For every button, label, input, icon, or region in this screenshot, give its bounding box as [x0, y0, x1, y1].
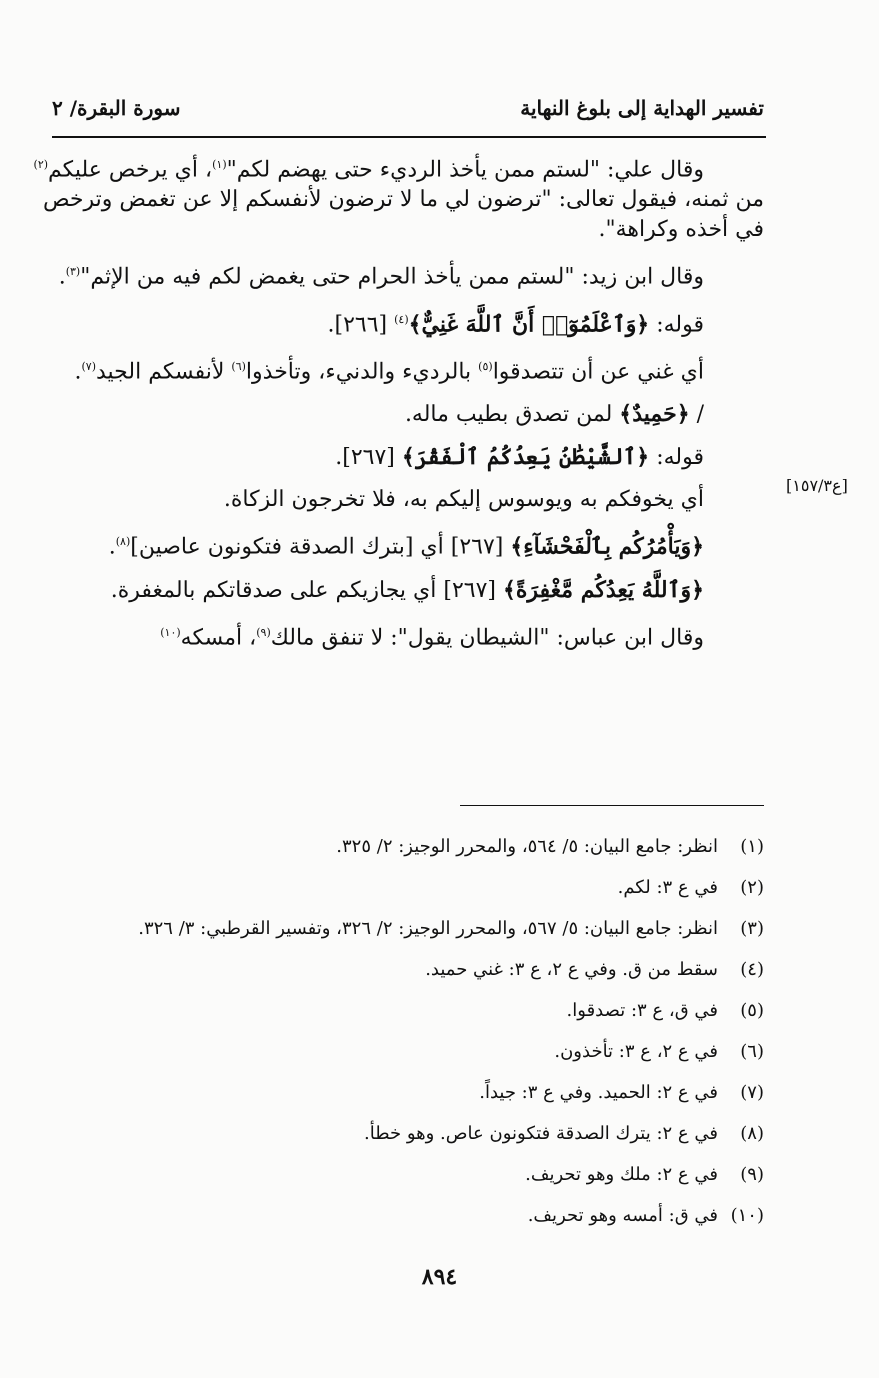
paragraph-ayah-267: [52, 442, 764, 473]
footnote-text: في ع ٢: يترك الصدقة فتكونون عاص. وهو خطأ.: [364, 1123, 718, 1144]
quran-verse: ﴿ٱلشَّيْطَٰنُ يَعِدُكُمُ ٱلْفَقْرَ﴾: [401, 444, 650, 471]
footnote-item: [52, 908, 764, 949]
paragraph-ibn-abbas: [52, 618, 764, 653]
quran-verse: ﴿وَيَأْمُرُكُم بِٱلْفَحْشَآءِ﴾: [510, 533, 704, 560]
footnote-item: [52, 867, 764, 908]
footnote-text: انظر: جامع البيان: ٥/ ٥٦٧، والمحرر الوجيز: ٢/ ٣٢٦، وتفسير القرطبي: ٣/ ٣٢٦.: [138, 918, 718, 939]
footnote-number: (٧): [740, 1082, 764, 1103]
surah-title: سورة البقرة/ ٢: [52, 96, 181, 120]
footnote-number: (٢): [740, 877, 764, 898]
text-line: وقال علي: "لستم ممن يأخذ الرديء حتى يهضم لكم"$^{(١)}$، أي يرخص عليكم$^{(٢)}$: [33, 157, 704, 183]
running-header: [52, 96, 764, 136]
footnote-item: [52, 826, 764, 867]
text-line: / ﴿حَمِيدٌ﴾ لمن تصدق بطيب ماله.: [404, 401, 704, 428]
text-line: من ثمنه، فيقول تعالى: "ترضون لي ما لا ترضون لأنفسكم إلا عن تغمض وترخص: [42, 187, 764, 213]
text-line: ﴿وَٱللَّهُ يَعِدُكُم مَّغْفِرَةً﴾ [٢٦٧] أي يجازيكم على صدقاتكم بالمغفرة.: [110, 576, 704, 603]
footnote-text: سقط من ق. وفي ع ٢، ع ٣: غني حميد.: [425, 959, 718, 980]
text-line: أي غني عن أن تتصدقوا$^{(٥)}$ بالرديء والدنيء، وتأخذوا$^{(٦)}$ لأنفسكم الجيد$^{(٧)}$.: [74, 359, 704, 385]
footnote-number: (٩): [740, 1164, 764, 1185]
footnote-number: (٨): [740, 1123, 764, 1144]
footnote-text: في ع ٢: الحميد. وفي ع ٣: جيداً.: [479, 1082, 718, 1103]
footnote-ref: (٢): [33, 158, 49, 171]
footnote-number: (٣): [740, 918, 764, 939]
footnote-item: [52, 1031, 764, 1072]
footnote-number: (٤): [740, 959, 764, 980]
footnote-item: [52, 990, 764, 1031]
footnote-text: في ق: أمسه وهو تحريف.: [527, 1205, 718, 1226]
footnote-item: [52, 1195, 764, 1236]
footnote-item: [52, 1072, 764, 1113]
paragraph-ghani: [52, 352, 764, 387]
footnote-text: في ع ٣: لكم.: [617, 877, 718, 898]
text-line: وقال ابن عباس: "الشيطان يقول": لا تنفق مالك$^{(٩)}$، أمسكه$^{(١٠)}$: [160, 624, 704, 650]
footnote-ref: (٧): [81, 359, 96, 373]
footnote-item: [52, 1113, 764, 1154]
text-line: أي يخوفكم به ويوسوس إليكم به، فلا تخرجون الزكاة.: [223, 487, 704, 513]
footnote-ref: (٨): [115, 535, 131, 549]
text-line: قوله: ﴿ٱلشَّيْطَٰنُ يَعِدُكُمُ ٱلْفَقْرَ﴾ [٢٦٧].: [335, 444, 704, 471]
footnote-ref: (١): [212, 158, 227, 171]
main-text: [33, 150, 764, 665]
footnote-number: (٦): [740, 1041, 764, 1062]
quran-verse: ﴿وَٱللَّهُ يَعِدُكُم مَّغْفِرَةً﴾: [503, 576, 704, 603]
paragraph-khawf: [52, 485, 764, 515]
paragraph-maghfira: [52, 575, 764, 606]
paragraph-hamid: [52, 399, 764, 430]
text-line: ﴿وَيَأْمُرُكُم بِٱلْفَحْشَآءِ﴾ [٢٦٧] أي [بترك الصدقة فتكونون عاصين]$^{(٨)}$.: [108, 533, 704, 560]
page-number: ٨٩٤: [421, 1264, 458, 1290]
footnote-text: في ع ٢: ملك وهو تحريف.: [525, 1164, 718, 1185]
quran-verse: ﴿حَمِيدٌ﴾: [619, 401, 690, 428]
footnote-ref: (٩): [256, 625, 271, 639]
footnote-ref: (١٠): [160, 625, 181, 639]
paragraph-ibn-zayd: [52, 257, 764, 292]
text-line: قوله: ﴿وَٱعْلَمُوٓا۟ أَنَّ ٱللَّهَ غَنِيٌّ﴾$^{(٤)}$ [٢٦٦].: [327, 310, 704, 337]
footnote-ref: (٥): [478, 359, 493, 373]
footnote-separator: [460, 805, 764, 806]
book-title: تفسير الهداية إلى بلوغ النهاية: [520, 96, 764, 120]
footnote-ref: (٤): [394, 312, 409, 326]
manuscript-margin-reference: [ع١٥٧/٣]: [786, 476, 848, 495]
footnote-number: (١٠): [730, 1205, 764, 1226]
footnote-text: في ع ٢، ع ٣: تأخذون.: [554, 1041, 718, 1062]
footnote-number: (٥): [740, 1000, 764, 1021]
quran-verse: ﴿وَٱعْلَمُوٓا۟ أَنَّ ٱللَّهَ غَنِيٌّ﴾: [408, 310, 650, 337]
footnote-ref: (٣): [65, 265, 81, 279]
footnote-text: انظر: جامع البيان: ٥/ ٥٦٤، والمحرر الوجيز: ٢/ ٣٢٥.: [336, 836, 718, 857]
footnote-ref: (٦): [231, 359, 246, 373]
footnote-item: [52, 1154, 764, 1195]
paragraph-ayah-266: [52, 305, 764, 340]
text-line: وقال ابن زيد: "لستم ممن يأخذ الحرام حتى يغمض لكم فيه من الإثم"$^{(٣)}$.: [58, 264, 704, 290]
footnote-number: (١): [740, 836, 764, 857]
text-line: في أخذه وكراهة".: [598, 217, 764, 243]
footnote-item: [52, 949, 764, 990]
paragraph-ali: [33, 150, 764, 245]
header-rule: [52, 136, 766, 138]
footnotes: [52, 826, 764, 1236]
paragraph-fahsha: [52, 527, 764, 562]
footnote-text: في ق، ع ٣: تصدقوا.: [566, 1000, 718, 1021]
